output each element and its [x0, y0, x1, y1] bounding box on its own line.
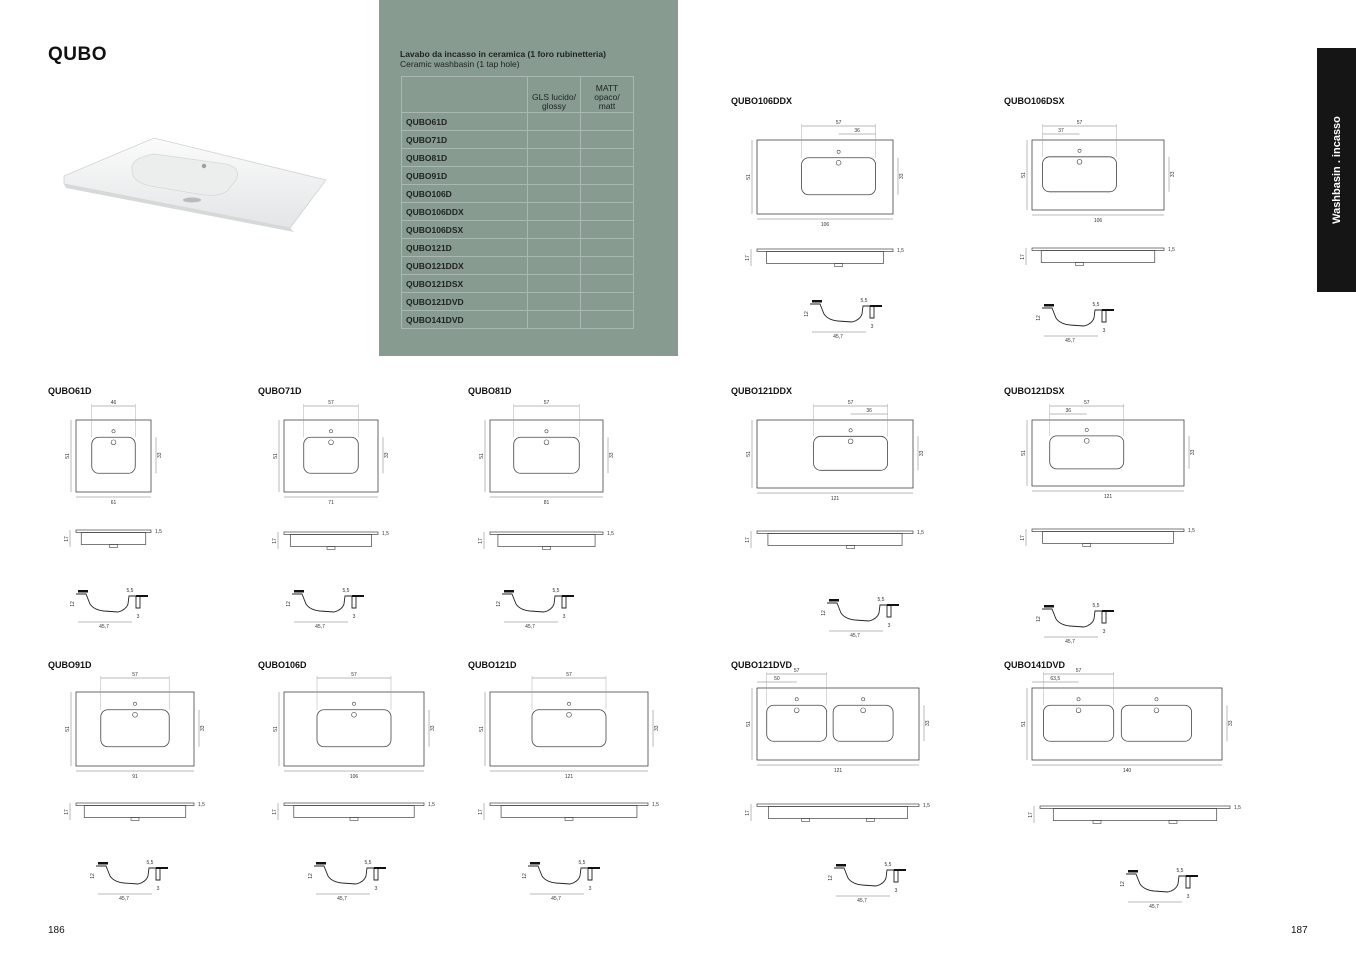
dimension-depth: 51 — [1021, 450, 1027, 456]
dimension-depth: 51 — [479, 453, 485, 459]
top-view-drawing — [745, 398, 931, 506]
dimension-section-bottom: 3 — [887, 623, 891, 629]
page-number-right: 187 — [1291, 925, 1308, 936]
section-view-drawing — [516, 852, 606, 902]
dimension-offset: 36 — [866, 408, 872, 414]
dimension-section-top: 5,5 — [1092, 603, 1100, 609]
table-row — [402, 167, 634, 185]
washbasin-photo — [58, 128, 330, 233]
dimension-width: 106 — [349, 774, 359, 780]
dimension-section-bottom: 3 — [562, 614, 566, 620]
dimension-section-top: 5,5 — [884, 862, 892, 868]
dimension-width: 106 — [820, 222, 830, 228]
table-cell-code: QUBO106DSX — [402, 221, 528, 239]
top-view-drawing — [478, 398, 621, 510]
page-number-left: 186 — [48, 925, 65, 936]
dimension-section-left: 12 — [70, 601, 76, 607]
model-label: QUBO106DSX — [1004, 96, 1065, 106]
table-cell-matt — [581, 203, 634, 221]
section-view-drawing — [302, 852, 392, 902]
dimension-section-top: 5,5 — [342, 588, 350, 594]
model-label: QUBO91D — [48, 660, 92, 670]
dimension-section-left: 12 — [1036, 616, 1042, 622]
dimension-side-height: 17 — [745, 537, 751, 543]
table-cell-matt — [581, 275, 634, 293]
side-view-drawing — [745, 245, 921, 275]
dimension-depth: 51 — [746, 451, 752, 457]
dimension-width: 140 — [1122, 768, 1132, 774]
table-row — [402, 311, 634, 329]
table-cell-gls — [528, 203, 581, 221]
side-view-drawing — [478, 799, 676, 829]
dimension-depth: 51 — [1021, 172, 1027, 178]
dimension-depth: 51 — [273, 726, 279, 732]
table-row — [402, 185, 634, 203]
side-view-drawing — [1020, 244, 1192, 274]
section-view-drawing — [815, 589, 905, 639]
dimension-side-height: 17 — [272, 809, 278, 815]
dimension-side-height: 17 — [64, 809, 70, 815]
top-view-drawing — [478, 670, 666, 784]
side-view-drawing — [64, 526, 179, 556]
table-cell-matt — [581, 311, 634, 329]
dimension-offset: 36 — [1065, 408, 1072, 414]
table-cell-code: QUBO121DSX — [402, 275, 528, 293]
panel-title: Lavabo da incasso in ceramica (1 foro rubinetteria) — [400, 49, 606, 59]
table-cell-gls — [528, 239, 581, 257]
dimension-width: 61 — [110, 500, 117, 506]
table-row — [402, 239, 634, 257]
dimension-rim: 1,5 — [428, 802, 435, 808]
table-cell-gls — [528, 185, 581, 203]
table-row — [402, 131, 634, 149]
dimension-section-bottom: 3 — [894, 888, 898, 894]
page-title: QUBO — [48, 44, 107, 65]
dimension-offset: 63,5 — [1050, 676, 1061, 682]
dimension-width: 121 — [1103, 494, 1113, 500]
dimension-section-bottom: 3 — [1102, 328, 1106, 334]
top-view-drawing — [272, 398, 396, 510]
table-cell-code: QUBO121DDX — [402, 257, 528, 275]
dimension-tap: 57 — [132, 672, 138, 678]
model-label: QUBO61D — [48, 386, 92, 396]
dimension-tap: 57 — [351, 672, 357, 678]
model-label: QUBO71D — [258, 386, 302, 396]
dimension-rim: 1,5 — [1234, 805, 1241, 811]
dimension-tap: 57 — [1083, 400, 1090, 406]
dimension-bowl-height: 33 — [1170, 171, 1176, 178]
dimension-bowl-height: 33 — [384, 452, 390, 459]
dimension-section-bottom: 3 — [156, 886, 160, 892]
side-view-drawing — [272, 528, 406, 558]
dimension-section-depth: 45,7 — [857, 898, 867, 904]
dimension-tap: 57 — [328, 400, 334, 406]
dimension-section-top: 5,5 — [146, 860, 154, 866]
table-header-empty — [402, 77, 528, 113]
table-cell-gls — [528, 293, 581, 311]
table-cell-gls — [528, 113, 581, 131]
section-view-drawing — [822, 854, 912, 904]
dimension-side-height: 17 — [745, 255, 751, 261]
dimension-section-depth: 45,7 — [850, 633, 860, 639]
dimension-bowl-height: 33 — [919, 450, 925, 457]
dimension-bowl-height: 33 — [654, 725, 660, 732]
top-view-drawing — [745, 118, 911, 232]
dimension-section-left: 12 — [821, 610, 827, 616]
dimension-side-height: 17 — [478, 809, 484, 815]
dimension-rim: 1,5 — [917, 530, 924, 536]
dimension-section-bottom: 3 — [136, 614, 140, 620]
dimension-tap: 57 — [1076, 120, 1083, 126]
table-cell-code: QUBO71D — [402, 131, 528, 149]
top-view-drawing — [64, 398, 169, 510]
table-cell-gls — [528, 275, 581, 293]
dimension-tap: 57 — [566, 672, 572, 678]
dimension-section-left: 12 — [286, 601, 292, 607]
top-view-drawing — [1020, 666, 1240, 778]
dimension-width: 121 — [833, 768, 843, 774]
dimension-width: 71 — [328, 500, 334, 506]
table-cell-code: QUBO81D — [402, 149, 528, 167]
table-cell-matt — [581, 185, 634, 203]
model-label: QUBO81D — [468, 386, 512, 396]
dimension-tap: 57 — [835, 120, 842, 126]
table-cell-code: QUBO121DVD — [402, 293, 528, 311]
dimension-side-height: 17 — [1020, 254, 1026, 260]
dimension-section-bottom: 3 — [1102, 629, 1106, 635]
dimension-width: 121 — [830, 496, 840, 502]
side-view-drawing — [478, 528, 631, 558]
top-view-drawing — [1020, 118, 1182, 228]
table-cell-code: QUBO141DVD — [402, 311, 528, 329]
dimension-rim: 1,5 — [1168, 247, 1175, 253]
dimension-section-top: 5,5 — [877, 597, 885, 603]
model-label: QUBO106D — [258, 660, 307, 670]
dimension-section-left: 12 — [522, 873, 528, 879]
dimension-offset: 50 — [774, 676, 780, 682]
dimension-section-left: 12 — [828, 875, 834, 881]
table-cell-matt — [581, 221, 634, 239]
table-header-matt: MATT opaco/ matt — [581, 77, 634, 113]
dimension-offset: 37 — [1058, 128, 1064, 134]
top-view-drawing — [272, 670, 442, 784]
dimension-section-depth: 45,7 — [99, 624, 109, 630]
dimension-section-left: 12 — [308, 873, 314, 879]
side-view-drawing — [64, 799, 222, 829]
section-view-drawing — [84, 852, 174, 902]
dimension-bowl-height: 33 — [200, 725, 206, 732]
dimension-section-left: 12 — [1036, 315, 1042, 321]
dimension-section-depth: 45,7 — [337, 896, 347, 902]
section-view-drawing — [798, 290, 888, 340]
dimension-depth: 51 — [1021, 721, 1027, 727]
dimension-bowl-height: 33 — [1228, 720, 1234, 727]
dimension-side-height: 17 — [272, 538, 278, 544]
table-row — [402, 149, 634, 167]
dimension-section-bottom: 3 — [588, 886, 592, 892]
table-cell-gls — [528, 221, 581, 239]
section-tab-label: Washbasin . incasso — [1330, 116, 1343, 224]
dimension-side-height: 17 — [64, 536, 70, 542]
table-cell-matt — [581, 131, 634, 149]
table-header-gls: GLS lucido/ glossy — [528, 77, 581, 113]
dimension-section-top: 5,5 — [578, 860, 586, 866]
table-cell-gls — [528, 257, 581, 275]
dimension-depth: 51 — [65, 453, 71, 459]
side-view-drawing — [272, 799, 452, 829]
table-row — [402, 221, 634, 239]
dimension-bowl-height: 33 — [1190, 449, 1196, 456]
section-view-drawing — [1030, 294, 1120, 344]
dimension-section-depth: 45,7 — [119, 896, 129, 902]
dimension-depth: 51 — [65, 726, 71, 732]
dimension-section-depth: 45,7 — [833, 334, 843, 340]
dimension-bowl-height: 33 — [430, 725, 436, 732]
section-view-drawing — [490, 580, 580, 630]
dimension-section-left: 12 — [496, 601, 502, 607]
dimension-rim: 1,5 — [382, 531, 389, 537]
code-table-header — [402, 77, 634, 113]
top-view-drawing — [1020, 398, 1202, 504]
dimension-bowl-height: 33 — [899, 173, 905, 180]
side-view-drawing — [1020, 525, 1212, 555]
dimension-rim: 1,5 — [652, 802, 659, 808]
dimension-depth: 51 — [479, 726, 485, 732]
table-cell-gls — [528, 311, 581, 329]
dimension-tap: 57 — [1075, 668, 1082, 674]
dimension-depth: 51 — [746, 174, 752, 180]
dimension-tap: 57 — [793, 668, 800, 674]
model-label: QUBO141DVD — [1004, 660, 1066, 670]
dimension-section-bottom: 3 — [1186, 894, 1190, 900]
table-cell-gls — [528, 167, 581, 185]
dimension-section-top: 5,5 — [860, 298, 868, 304]
dimension-section-top: 5,5 — [552, 588, 560, 594]
dimension-section-top: 5,5 — [126, 588, 134, 594]
section-tab — [1317, 48, 1356, 292]
dimension-side-height: 17 — [478, 538, 484, 544]
model-label: QUBO121DSX — [1004, 386, 1065, 396]
section-view-drawing — [1114, 860, 1204, 910]
dimension-rim: 1,5 — [198, 802, 205, 808]
dimension-width: 106 — [1093, 218, 1103, 224]
table-row — [402, 293, 634, 311]
dimension-section-top: 5,5 — [364, 860, 372, 866]
section-view-drawing — [280, 580, 370, 630]
dimension-bowl-height: 33 — [925, 720, 931, 727]
side-view-drawing — [1028, 802, 1258, 832]
dimension-section-depth: 45,7 — [551, 896, 561, 902]
dimension-tap: 57 — [847, 400, 854, 406]
code-table — [401, 76, 634, 329]
dimension-rim: 1,5 — [155, 529, 162, 535]
dimension-section-bottom: 3 — [374, 886, 378, 892]
dimension-width: 121 — [564, 774, 574, 780]
table-cell-code: QUBO106DDX — [402, 203, 528, 221]
dimension-side-height: 17 — [1020, 535, 1026, 541]
dimension-rim: 1,5 — [1188, 528, 1195, 534]
dimension-tap: 46 — [110, 400, 117, 406]
table-cell-matt — [581, 167, 634, 185]
table-cell-code: QUBO106D — [402, 185, 528, 203]
table-cell-code: QUBO61D — [402, 113, 528, 131]
dimension-width: 91 — [132, 774, 138, 780]
dimension-section-bottom: 3 — [352, 614, 356, 620]
top-view-drawing — [64, 670, 212, 784]
dimension-section-depth: 45,7 — [525, 624, 535, 630]
table-row — [402, 203, 634, 221]
dimension-section-depth: 45,7 — [1065, 338, 1075, 344]
table-row — [402, 113, 634, 131]
side-view-drawing — [745, 527, 941, 557]
dimension-offset: 36 — [854, 128, 860, 134]
top-view-drawing — [745, 666, 937, 778]
dimension-tap: 57 — [543, 400, 550, 406]
dimension-rim: 1,5 — [897, 248, 904, 254]
dimension-depth: 51 — [746, 721, 752, 727]
dimension-rim: 1,5 — [923, 803, 930, 809]
model-label: QUBO121D — [468, 660, 517, 670]
panel-subtitle: Ceramic washbasin (1 tap hole) — [400, 59, 520, 69]
model-label: QUBO106DDX — [731, 96, 793, 106]
dimension-section-top: 5,5 — [1092, 302, 1100, 308]
dimension-depth: 51 — [273, 453, 279, 459]
table-row — [402, 257, 634, 275]
model-label: QUBO121DDX — [731, 386, 793, 396]
dimension-section-left: 12 — [1120, 881, 1126, 887]
table-cell-matt — [581, 239, 634, 257]
dimension-bowl-height: 33 — [157, 452, 163, 459]
dimension-side-height: 17 — [1028, 812, 1034, 818]
table-cell-gls — [528, 131, 581, 149]
dimension-section-depth: 45,7 — [1149, 904, 1159, 910]
dimension-section-left: 12 — [90, 873, 96, 879]
dimension-rim: 1,5 — [607, 531, 614, 537]
dimension-section-left: 12 — [804, 311, 810, 317]
dimension-bowl-height: 33 — [609, 452, 615, 459]
table-cell-matt — [581, 293, 634, 311]
table-cell-matt — [581, 149, 634, 167]
side-view-drawing — [745, 800, 947, 830]
dimension-section-depth: 45,7 — [1065, 639, 1075, 645]
table-row — [402, 275, 634, 293]
table-cell-code: QUBO91D — [402, 167, 528, 185]
table-cell-code: QUBO121D — [402, 239, 528, 257]
section-view-drawing — [64, 580, 154, 630]
table-cell-matt — [581, 113, 634, 131]
table-cell-matt — [581, 257, 634, 275]
section-view-drawing — [1030, 595, 1120, 645]
dimension-section-bottom: 3 — [870, 324, 874, 330]
dimension-width: 81 — [543, 500, 550, 506]
model-label: QUBO121DVD — [731, 660, 793, 670]
dimension-section-depth: 45,7 — [315, 624, 325, 630]
dimension-section-top: 5,5 — [1176, 868, 1184, 874]
dimension-side-height: 17 — [745, 810, 751, 816]
table-cell-gls — [528, 149, 581, 167]
